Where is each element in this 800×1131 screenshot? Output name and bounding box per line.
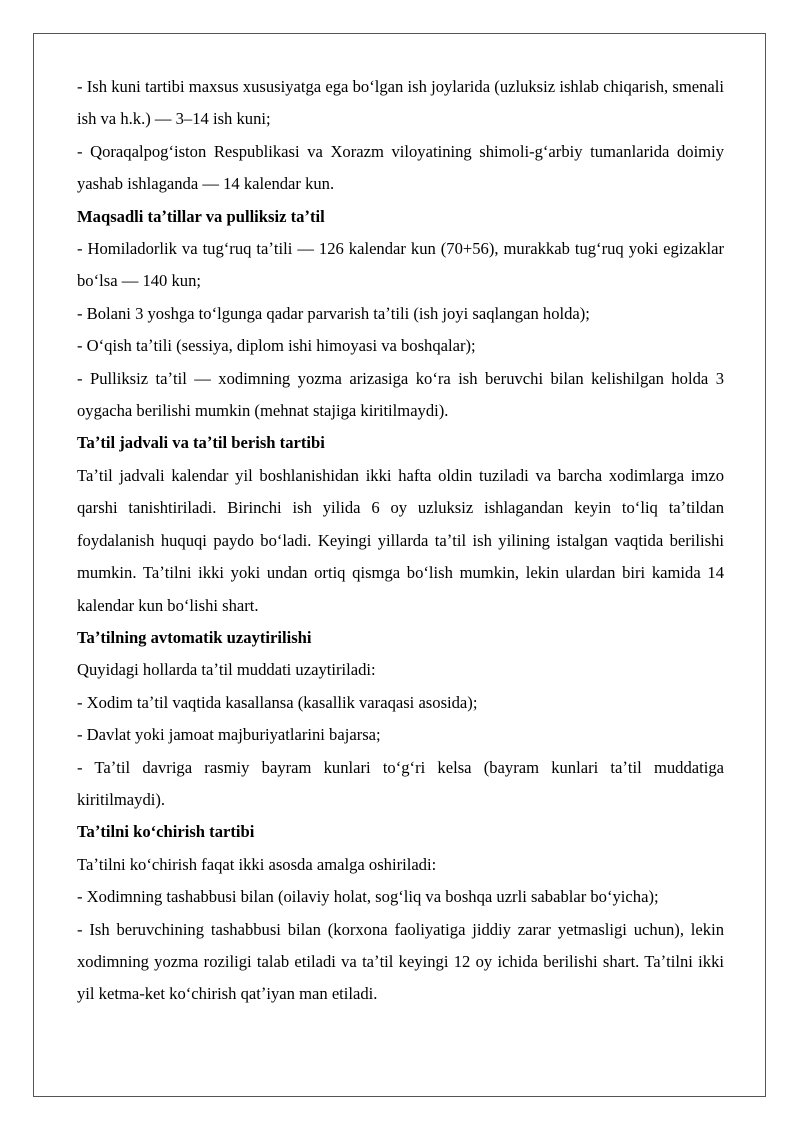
paragraph: Taʼtilni koʻchirish faqat ikki asosda amalga oshiriladi: bbox=[77, 854, 437, 874]
paragraph: - Bolani 3 yoshga toʻlgunga qadar parvarish taʼtili (ish joyi saqlangan holda); bbox=[77, 303, 590, 323]
paragraph: - Xodimning tashabbusi bilan (oilaviy holat, sogʻliq va boshqa uzrli sabablar boʻyicha); bbox=[77, 887, 659, 907]
paragraph: - Xodim taʼtil vaqtida kasallansa (kasallik varaqasi asosida); bbox=[77, 692, 478, 712]
section-heading: Taʼtilni koʻchirish tartibi bbox=[77, 822, 255, 842]
paragraph: - Davlat yoki jamoat majburiyatlarini bajarsa; bbox=[77, 725, 381, 745]
paragraph: Taʼtil jadvali kalendar yil boshlanishidan ikki hafta oldin tuziladi va barcha xodimlarga imzo qarshi tanishtiriladi. Birinchi ish yilida 6 oy uzluksiz ishlagandan keyin toʻliq taʼtildan foydalanish huquqi paydo boʻladi. Keyingi yillarda taʼtil ish yilining istalgan vaqtida berilishi mumkin. Taʼtilni ikki yoki undan ortiq qismga boʻlish mumkin, lekin ulardan biri kamida 14 kalendar kun boʻlishi shart. bbox=[77, 465, 724, 615]
paragraph: - Pulliksiz taʼtil — xodimning yozma arizasiga koʻra ish beruvchi bilan kelishilgan holda 3 oygacha berilishi mumkin (mehnat stajiga kiritilmaydi). bbox=[77, 368, 724, 421]
document-body bbox=[77, 71, 724, 1011]
paragraph: - Qoraqalpogʻiston Respublikasi va Xorazm viloyatining shimoli-gʻarbiy tumanlarida doimiy yashab ishlaganda — 14 kalendar kun. bbox=[77, 141, 724, 194]
paragraph: - Taʼtil davriga rasmiy bayram kunlari toʻgʻri kelsa (bayram kunlari taʼtil muddatiga kiritilmaydi). bbox=[77, 757, 724, 809]
section-heading: Taʼtil jadvali va taʼtil berish tartibi bbox=[77, 433, 325, 453]
paragraph: - Homiladorlik va tugʻruq taʼtili — 126 kalendar kun (70+56), murakkab tugʻruq yoki egizaklar boʻlsa — 140 kun; bbox=[77, 239, 724, 291]
paragraph: - Ish kuni tartibi maxsus xususiyatga ega boʻlgan ish joylarida (uzluksiz ishlab chiqarish, smenali ish va h.k.) — 3–14 ish kuni; bbox=[77, 77, 724, 129]
paragraph: - Ish beruvchining tashabbusi bilan (korxona faoliyatiga jiddiy zarar yetmasligi uchun), lekin xodimning yozma roziligi talab etiladi va taʼtil keyingi 12 oy ichida berilishi shart. Taʼtilni ikki yil ketma-ket koʻchirish qatʼiyan man etiladi. bbox=[77, 919, 724, 1004]
paragraph: Quyidagi hollarda taʼtil muddati uzaytiriladi: bbox=[77, 660, 376, 680]
paragraph: - Oʻqish taʼtili (sessiya, diplom ishi himoyasi va boshqalar); bbox=[77, 336, 476, 356]
section-heading: Taʼtilning avtomatik uzaytirilishi bbox=[77, 627, 312, 647]
section-heading: Maqsadli taʼtillar va pulliksiz taʼtil bbox=[77, 206, 325, 226]
